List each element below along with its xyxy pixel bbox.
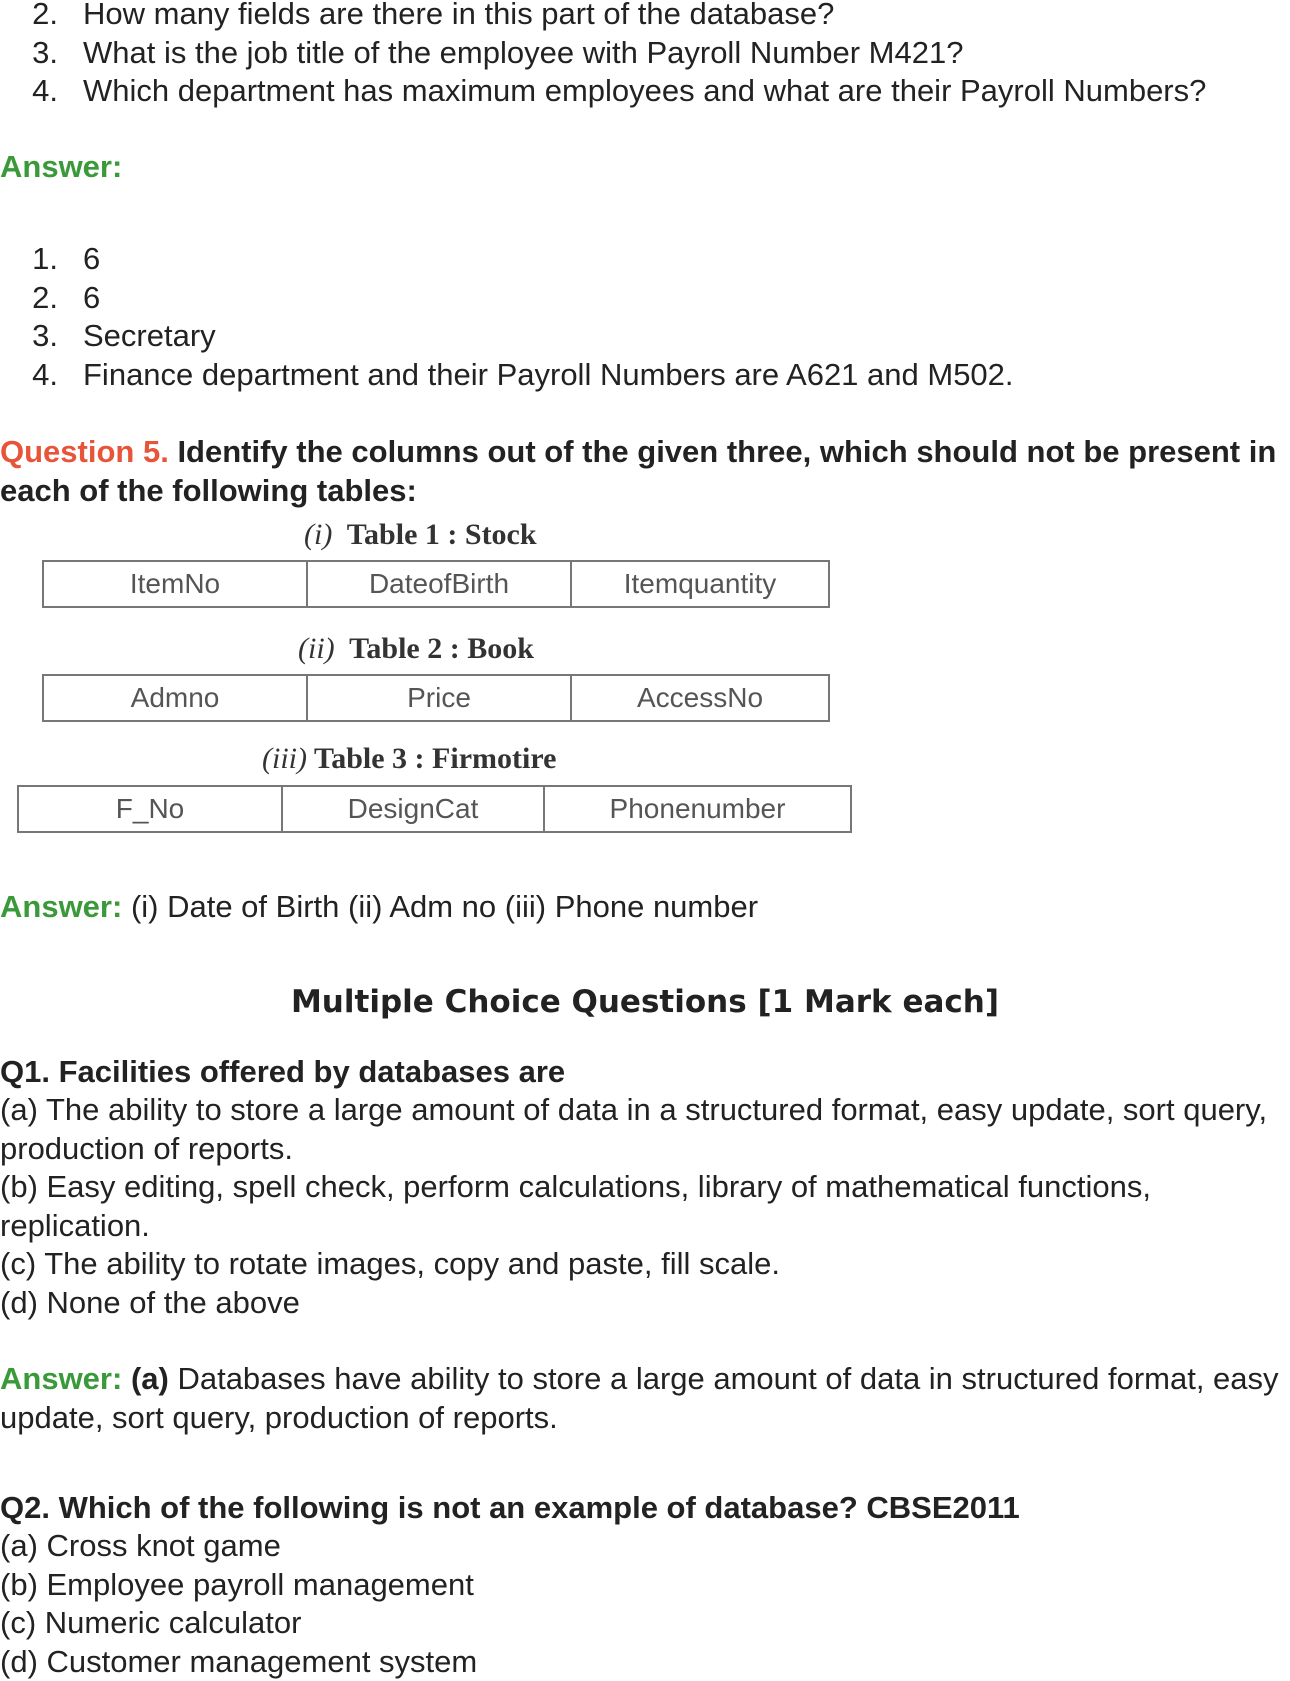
option-b: (b) Employee payroll management — [0, 1566, 474, 1602]
figure-table — [17, 785, 852, 833]
table-cell: Admno — [43, 675, 307, 721]
list-item — [0, 240, 1290, 279]
list-text: 6 — [83, 279, 101, 315]
list-number: 2. — [32, 0, 58, 31]
figure-table — [42, 560, 830, 608]
list-number: 4. — [32, 356, 58, 392]
list-text: Finance department and their Payroll Numbers are A621 and M502. — [83, 356, 1014, 392]
option-list — [0, 1527, 1285, 1681]
option-c: (c) The ability to rotate images, copy and paste, fill scale. — [0, 1246, 780, 1281]
list-number: 3. — [32, 34, 58, 70]
answer-label: Answer: — [0, 889, 123, 924]
list-number: 2. — [32, 279, 58, 315]
option-a: (a) Cross knot game — [0, 1528, 281, 1563]
list-text: 6 — [83, 241, 101, 276]
option-d: (d) None of the above — [0, 1284, 300, 1320]
question-label: Question 5. — [0, 434, 169, 469]
option-b: (b) Easy editing, spell check, perform calculations, library of mathematical functions, replication. — [0, 1169, 1151, 1243]
table-cell: DesignCat — [282, 786, 544, 832]
list-number: 4. — [32, 73, 58, 108]
table-cell: Phonenumber — [544, 786, 851, 832]
table-caption — [262, 742, 556, 776]
list-item — [0, 34, 1290, 73]
list-item — [0, 356, 1290, 395]
option-d: (d) Customer management system — [0, 1643, 478, 1679]
question-text: Identify the columns out of the given three, which should not be present in each of the following tables: — [0, 434, 1277, 508]
list-item — [0, 279, 1290, 318]
table-cell: Itemquantity — [571, 561, 829, 607]
table-number: (iii) — [262, 742, 307, 775]
list-item — [0, 0, 1290, 34]
answer-text: Databases have ability to store a large amount of data in structured format, easy update, sort query, production of reports. — [0, 1361, 1279, 1435]
table-cell: Price — [307, 675, 571, 721]
answer-text: (i) Date of Birth (ii) Adm no (iii) Phone number — [130, 889, 759, 924]
list-text: What is the job title of the employee with Payroll Number M421? — [83, 34, 964, 70]
answer-5 — [0, 888, 758, 926]
table-cell: ItemNo — [43, 561, 307, 607]
list-text: Secretary — [83, 318, 216, 353]
option-a: (a) The ability to store a large amount of data in a structured format, easy update, sort query, production of reports. — [0, 1092, 1268, 1166]
table-cell: DateofBirth — [307, 561, 571, 607]
answer-list — [0, 240, 1290, 394]
answer-label: Answer: — [0, 1361, 123, 1396]
question-heading: Q2. Which of the following is not an example of database? CBSE2011 — [0, 1490, 1020, 1525]
option-list — [0, 1091, 1285, 1322]
section-title: Multiple Choice Questions [1 Mark each] — [290, 984, 1000, 1020]
table-title: Table 3 : Firmotire — [313, 742, 557, 775]
table-title: Table 2 : Book — [349, 632, 534, 665]
list-text: How many fields are there in this part of the database? — [83, 0, 835, 31]
question-heading: Q1. Facilities offered by databases are — [0, 1054, 566, 1089]
list-item — [0, 72, 1290, 111]
question-5 — [0, 433, 1285, 510]
answer-heading: Answer: — [0, 149, 123, 184]
list-number: 1. — [32, 241, 58, 276]
table-cell: F_No — [18, 786, 282, 832]
figure-table — [42, 674, 830, 722]
table-caption — [304, 518, 537, 552]
answer-choice: (a) — [130, 1361, 169, 1396]
table-cell: AccessNo — [571, 675, 829, 721]
table-number: (ii) — [298, 632, 335, 665]
table-title: Table 1 : Stock — [346, 518, 537, 551]
question-list — [0, 0, 1290, 111]
table-number: (i) — [304, 518, 333, 551]
list-item — [0, 317, 1290, 356]
table-caption — [298, 632, 534, 666]
option-c: (c) Numeric calculator — [0, 1605, 302, 1640]
q1-answer — [0, 1360, 1285, 1437]
list-text: Which department has maximum employees and what are their Payroll Numbers? — [83, 73, 1207, 108]
list-number: 3. — [32, 318, 58, 353]
